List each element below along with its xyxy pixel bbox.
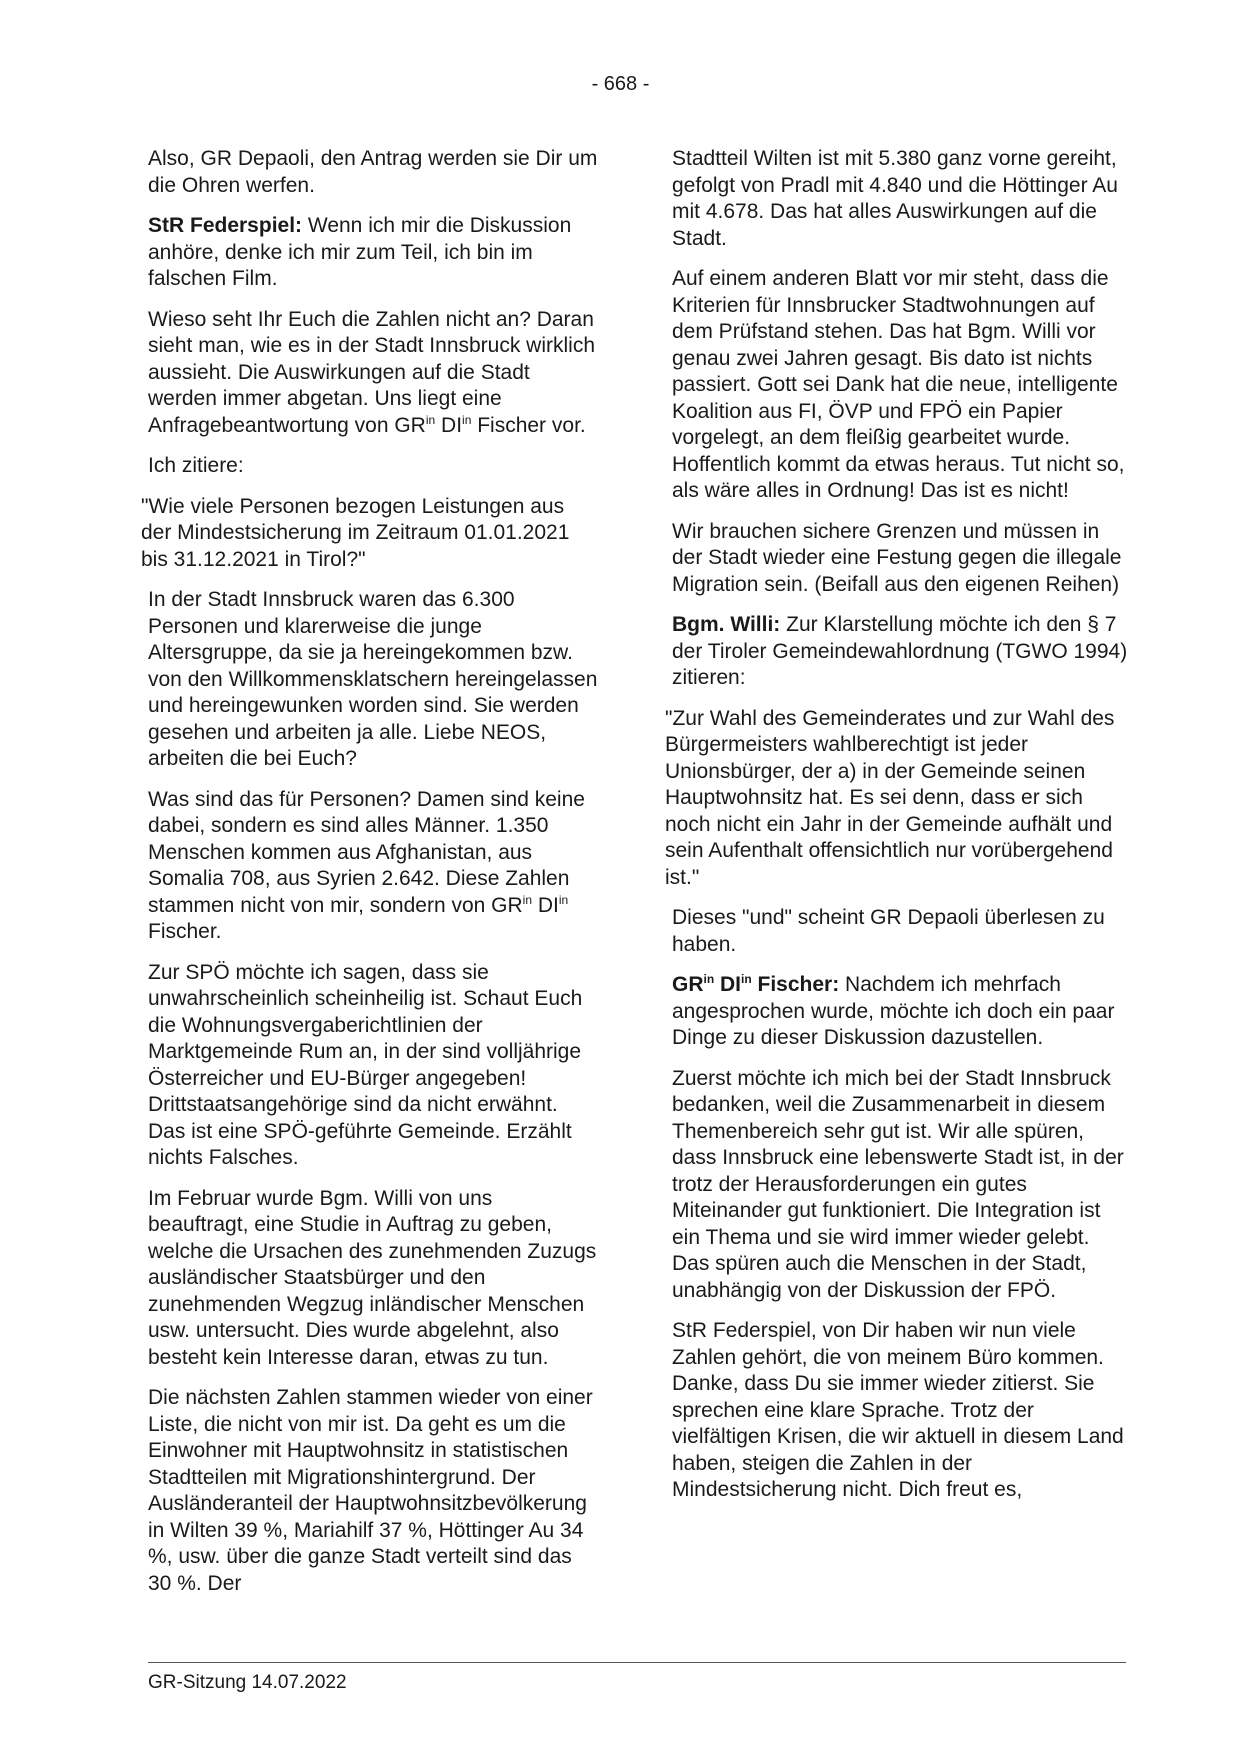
paragraph: Dieses "und" scheint GR Depaoli überlesen zu haben.	[672, 906, 1105, 956]
superscript: in	[703, 972, 715, 986]
quote: "Wie viele Personen bezogen Leistungen aus der Mindestsicherung im Zeitraum 01.01.2021 bis 31.12.2021 in Tirol?"	[141, 494, 570, 571]
speaker-part: Fischer:	[751, 973, 840, 996]
paragraph: Stadtteil Wilten ist mit 5.380 ganz vorne gereiht, gefolgt von Pradl mit 4.840 und die Höttinger Au mit 4.678. Das hat alles Auswirkungen auf die Stadt.	[672, 147, 1118, 250]
paragraph: Also, GR Depaoli, den Antrag werden sie Dir um die Ohren werfen.	[148, 147, 598, 197]
left-column	[141, 146, 598, 1597]
paragraph	[148, 787, 598, 946]
speaker-name	[672, 973, 839, 996]
paragraph	[672, 972, 1132, 1052]
paragraph-text: Wenn ich mir die Diskussion anhöre, denke ich mir zum Teil, ich bin im falschen Film.	[148, 214, 572, 290]
paragraph	[148, 213, 598, 293]
paragraph-text: Was sind das für Personen? Damen sind keine dabei, sondern es sind alles Männer. 1.350 Menschen kommen aus Afghanistan, aus Somalia 708, aus Syrien 2.642. Diese Zahlen stammen nicht von mir, sondern von GR	[148, 787, 585, 917]
right-column	[665, 146, 1132, 1504]
footer-session-label: GR-Sitzung 14.07.2022	[148, 1672, 347, 1693]
paragraph-text: Fischer.	[148, 920, 222, 943]
superscript: in	[558, 892, 569, 907]
paragraph-text: DI	[532, 893, 559, 917]
paragraph: Die nächsten Zahlen stammen wieder von einer Liste, die nicht von mir ist. Da geht es um die Einwohner mit Hauptwohnsitz in statistischen Stadtteilen mit Migrationshintergrund. Der Ausländeranteil der Hauptwohnsitzbevölkerung in Wilten 39 %, Mariahilf 37 %, Höttinger Au 34 %, usw. über die ganze Stadt verteilt sind das 30 %. Der	[148, 1386, 593, 1595]
paragraph-text: Nachdem ich mehrfach angesprochen wurde, möchte ich doch ein paar Dinge zu dieser Diskussion dazustellen.	[672, 973, 1115, 1049]
paragraph: Zuerst möchte ich mich bei der Stadt Innsbruck bedanken, weil die Zusammenarbeit in diesem Themenbereich sehr gut ist. Wir alle spüren, dass Innsbruck eine lebenswerte Stadt ist, in der trotz der Herausforderungen ein gutes Miteinander gut funktioniert. Die Integration ist ein Thema und sie wird immer wieder gelebt. Das spüren auch die Menschen in der Stadt, unabhängig von der Diskussion der FPÖ.	[672, 1066, 1124, 1302]
paragraph: StR Federspiel, von Dir haben wir nun viele Zahlen gehört, die von meinem Büro kommen. Danke, dass Du sie immer wieder zitierst. Sie sprechen eine klare Sprache. Trotz der vielfältigen Krisen, die wir aktuell in diesem Land haben, steigen die Zahlen in der Mindestsicherung nicht. Dich freut es,	[672, 1319, 1124, 1501]
paragraph-text: Wieso seht Ihr Euch die Zahlen nicht an? Daran sieht man, wie es in der Stadt Innsbruck wirklich aussieht. Die Auswirkungen auf die Stadt werden immer abgetan. Uns liegt eine Anfragebeantwortung von GR	[148, 307, 596, 437]
speaker-name: StR Federspiel:	[148, 214, 303, 237]
superscript: in	[741, 972, 752, 986]
paragraph	[148, 307, 598, 440]
quote: "Zur Wahl des Gemeinderates und zur Wahl des Bürgermeisters wahlberechtigt ist jeder Unionsbürger, der a) in der Gemeinde seinen Hauptwohnsitz hat. Es sei denn, dass er sich noch nicht ein Jahr in der Gemeinde aufhält und sein Aufenthalt offensichtlich nur vorübergehend ist."	[665, 706, 1115, 889]
paragraph-text: Zur Klarstellung möchte ich den § 7 der Tiroler Gemeindewahlordnung (TGWO 1994) zitieren:	[672, 613, 1128, 689]
paragraph-text: Fischer vor.	[471, 413, 586, 437]
paragraph-text: DI	[435, 413, 463, 437]
superscript: in	[462, 412, 472, 427]
paragraph	[672, 612, 1132, 692]
paragraph: In der Stadt Innsbruck waren das 6.300 Personen und klarerweise die junge Altersgruppe, da sie ja hereingekommen bzw. von den Willkommensklatschern hereingelassen und hereingewunken worden sind. Sie werden gesehen und arbeiten ja alle. Liebe NEOS, arbeiten die bei Euch?	[148, 588, 598, 770]
speaker-name: Bgm. Willi:	[672, 613, 781, 636]
paragraph: Wir brauchen sichere Grenzen und müssen in der Stadt wieder eine Festung gegen die illegale Migration sein. (Beifall aus den eigenen Reihen)	[672, 519, 1122, 596]
paragraph: Zur SPÖ möchte ich sagen, dass sie unwahrscheinlich scheinheilig ist. Schaut Euch die Wohnungsvergaberichtlinien der Marktgemeinde Rum an, in der sind volljährige Österreicher und EU-Bürger angegeben! Drittstaatsangehörige sind da nicht erwähnt. Das ist eine SPÖ-geführte Gemeinde. Erzählt nichts Falsches.	[148, 960, 583, 1169]
page-number: - 668 -	[591, 73, 650, 95]
superscript: in	[522, 892, 533, 907]
superscript: in	[425, 412, 436, 427]
speaker-part: DI	[714, 973, 742, 996]
paragraph: Ich zitiere:	[148, 454, 244, 477]
speaker-part: GR	[672, 973, 704, 996]
paragraph: Im Februar wurde Bgm. Willi von uns beauftragt, eine Studie in Auftrag zu geben, welche die Ursachen des zunehmenden Zuzugs ausländischer Staatsbürger und den zunehmenden Wegzug inländischer Menschen usw. untersucht. Dies wurde abgelehnt, also besteht kein Interesse daran, etwas zu tun.	[148, 1186, 597, 1369]
paragraph: Auf einem anderen Blatt vor mir steht, dass die Kriterien für Innsbrucker Stadtwohnungen auf dem Prüfstand stehen. Das hat Bgm. Willi vor genau zwei Jahren gesagt. Bis dato ist nichts passiert. Gott sei Dank hat die neue, intelligente Koalition aus FI, ÖVP und FPÖ ein Papier vorgelegt, an dem fleißig gearbeitet wurde. Hoffentlich kommt da etwas heraus. Tut nicht so, als wäre alles in Ordnung! Das ist es nicht!	[672, 267, 1125, 502]
footer-divider	[148, 1662, 1126, 1663]
